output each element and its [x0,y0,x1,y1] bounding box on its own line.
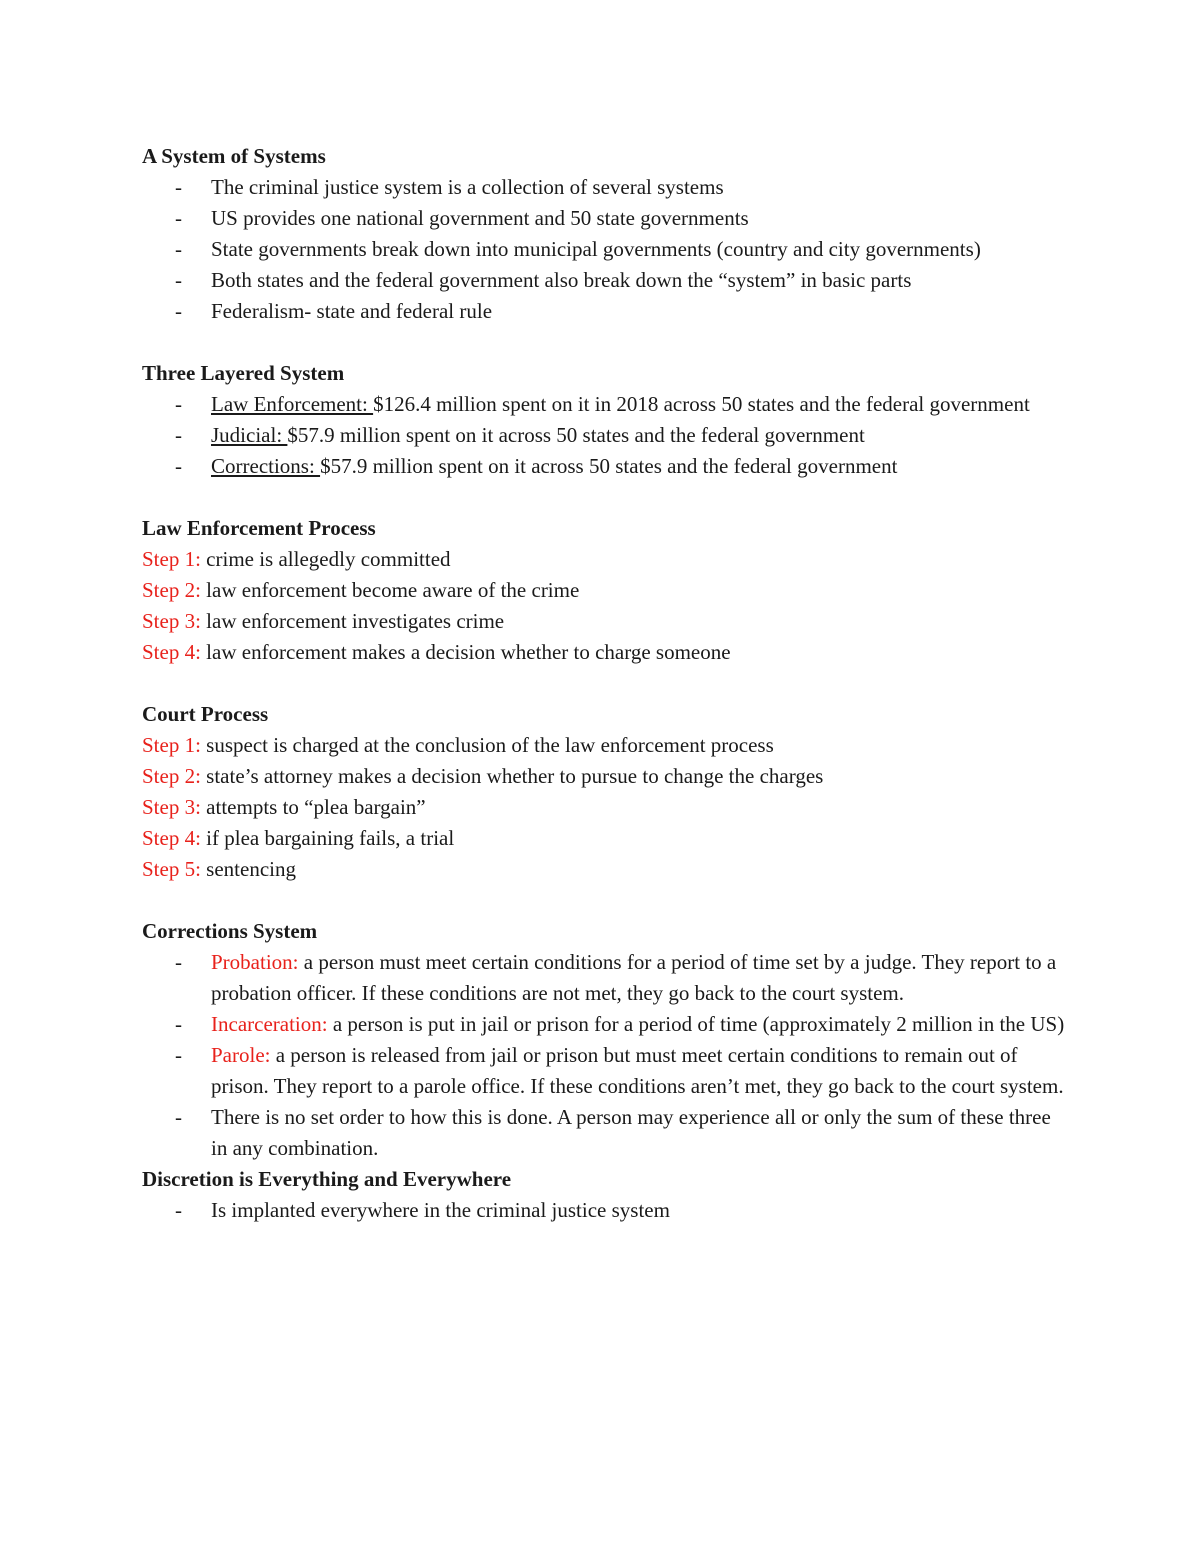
list-item [142,1040,1072,1102]
paragraph-spacer [142,327,1072,358]
step-text: law enforcement investigates crime [200,609,505,633]
step-text: attempts to “plea bargain” [200,795,426,819]
discretion-list [142,1195,1072,1226]
list-item: - The criminal justice system is a collection of several systems [142,172,1072,203]
section-heading-law-enforcement-process: Law Enforcement Process [142,516,376,540]
section-heading-court-process: Court Process [142,702,269,726]
step-line [142,761,1072,792]
term-description: $57.9 million spent on it across 50 states and the federal government [320,454,898,478]
term-description: a person is released from jail or prison but must meet certain conditions to remain out of prison. They report to a parole office. If these conditions aren’t met, they go back to the court system. [211,1043,1064,1098]
list-item: - Both states and the federal government also break down the “system” in basic parts [142,265,1072,296]
step-line [142,730,1072,761]
list-item [142,1009,1072,1040]
step-label: Step 1: [142,547,201,571]
step-line [142,606,1072,637]
term-description: $126.4 million spent on it in 2018 across 50 states and the federal government [373,392,1030,416]
term-judicial: Judicial: [211,423,288,447]
list-item [142,451,1072,482]
list-item [142,389,1072,420]
list-item: - Is implanted everywhere in the criminal justice system [142,1195,1072,1226]
term-incarceration: Incarceration: [211,1012,328,1036]
step-text: state’s attorney makes a decision whether to pursue to change the charges [200,764,824,788]
step-label: Step 4: [142,640,201,664]
three-layered-list [142,389,1072,482]
step-label: Step 5: [142,857,201,881]
step-line [142,854,1072,885]
step-line [142,575,1072,606]
term-description: a person is put in jail or prison for a period of time (approximately 2 million in the US) [327,1012,1065,1036]
term-parole: Parole: [211,1043,271,1067]
step-line [142,544,1072,575]
step-text: law enforcement makes a decision whether to charge someone [200,640,731,664]
paragraph-spacer [142,482,1072,513]
section-heading-three-layered-system: Three Layered System [142,361,345,385]
list-item: - US provides one national government and 50 state governments [142,203,1072,234]
list-item [142,947,1072,1009]
step-label: Step 4: [142,826,201,850]
section-heading-corrections-system: Corrections System [142,919,318,943]
term-description: $57.9 million spent on it across 50 states and the federal government [287,423,865,447]
list-item: - There is no set order to how this is done. A person may experience all or only the sum of these three in any combination. [142,1102,1072,1164]
section-heading-system-of-systems: A System of Systems [142,144,326,168]
step-text: suspect is charged at the conclusion of the law enforcement process [200,733,774,757]
step-line [142,823,1072,854]
step-text: crime is allegedly committed [200,547,451,571]
step-label: Step 3: [142,795,201,819]
list-item [142,420,1072,451]
list-item: - State governments break down into municipal governments (country and city governments) [142,234,1072,265]
corrections-list [142,947,1072,1164]
term-description: a person must meet certain conditions for a period of time set by a judge. They report to a probation officer. If these conditions are not met, they go back to the court system. [211,950,1057,1005]
step-line [142,792,1072,823]
step-label: Step 2: [142,764,201,788]
step-label: Step 2: [142,578,201,602]
paragraph-spacer [142,668,1072,699]
section-heading-discretion: Discretion is Everything and Everywhere [142,1167,512,1191]
paragraph-spacer [142,885,1072,916]
step-label: Step 1: [142,733,201,757]
step-label: Step 3: [142,609,201,633]
step-text: law enforcement become aware of the crime [200,578,580,602]
step-text: if plea bargaining fails, a trial [200,826,455,850]
document-body [142,141,1072,1226]
term-probation: Probation: [211,950,299,974]
step-text: sentencing [200,857,296,881]
system-of-systems-list [142,172,1072,327]
list-item: - Federalism- state and federal rule [142,296,1072,327]
term-corrections: Corrections: [211,454,321,478]
term-law-enforcement: Law Enforcement: [211,392,374,416]
step-line [142,637,1072,668]
